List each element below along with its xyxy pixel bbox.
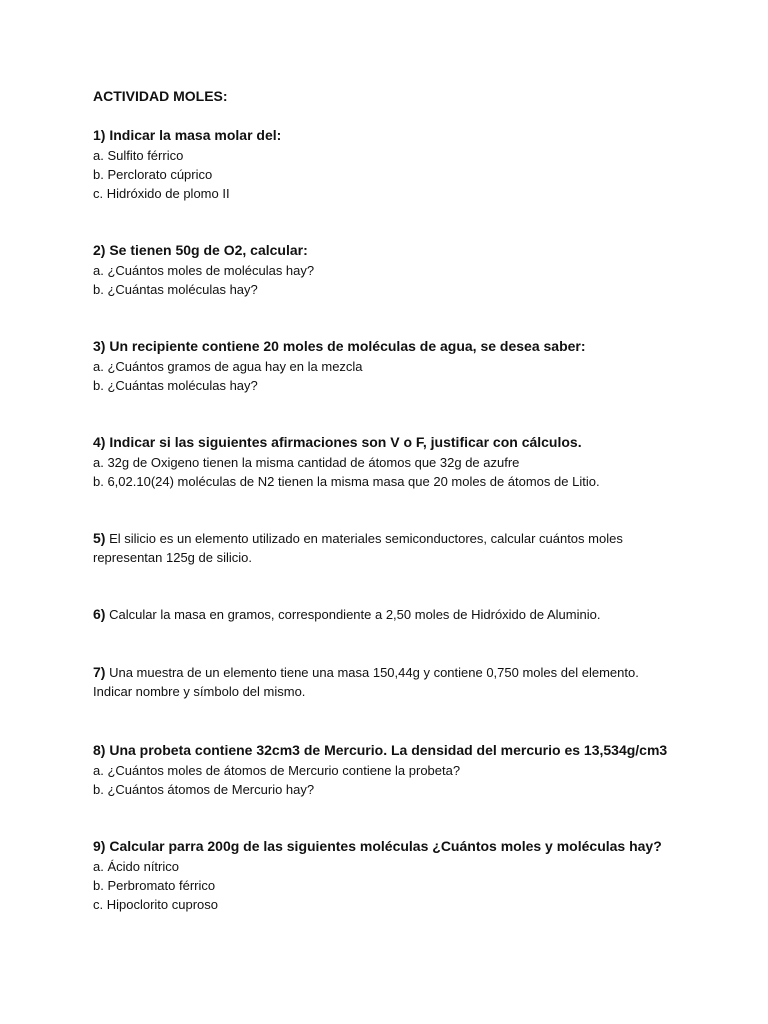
question-9	[93, 837, 693, 914]
list-item: a. ¿Cuántos moles de moléculas hay?	[93, 263, 315, 278]
list-item: b. ¿Cuántas moléculas hay?	[93, 378, 258, 393]
document-title: ACTIVIDAD MOLES:	[93, 88, 228, 104]
question-heading: 4) Indicar si las siguientes afirmaciones son V o F, justificar con cálculos.	[93, 434, 582, 450]
question-8	[93, 741, 693, 799]
question-6	[93, 605, 693, 624]
question-number: 6)	[93, 606, 106, 622]
question-1	[93, 126, 693, 203]
list-item: a. Sulfito férrico	[93, 148, 184, 163]
question-2	[93, 241, 693, 299]
list-item: b. Perclorato cúprico	[93, 167, 213, 182]
question-number: 7)	[93, 664, 106, 680]
list-item: c. Hidróxido de plomo II	[93, 186, 230, 201]
question-heading: 9) Calcular parra 200g de las siguientes moléculas ¿Cuántos moles y moléculas hay?	[93, 838, 662, 854]
question-5	[93, 529, 683, 567]
list-item: b. ¿Cuántas moléculas hay?	[93, 282, 258, 297]
question-text: Una muestra de un elemento tiene una masa 150,44g y contiene 0,750 moles del elemento. Indicar nombre y símbolo del mismo.	[93, 665, 639, 699]
list-item: a. ¿Cuántos gramos de agua hay en la mezcla	[93, 359, 363, 374]
list-item: a. ¿Cuántos moles de átomos de Mercurio contiene la probeta?	[93, 763, 461, 778]
question-4	[93, 433, 693, 491]
list-item: b. 6,02.10(24) moléculas de N2 tienen la misma masa que 20 moles de átomos de Litio.	[93, 474, 600, 489]
question-number: 5)	[93, 530, 106, 546]
question-heading: 3) Un recipiente contiene 20 moles de moléculas de agua, se desea saber:	[93, 338, 586, 354]
question-text: El silicio es un elemento utilizado en materiales semiconductores, calcular cuántos moles representan 125g de silicio.	[93, 531, 623, 565]
list-item: c. Hipoclorito cuproso	[93, 897, 218, 912]
question-7	[93, 663, 653, 701]
list-item: b. ¿Cuántos átomos de Mercurio hay?	[93, 782, 315, 797]
question-heading: 1) Indicar la masa molar del:	[93, 127, 282, 143]
question-text: Calcular la masa en gramos, correspondiente a 2,50 moles de Hidróxido de Aluminio.	[109, 607, 601, 622]
question-3	[93, 337, 693, 395]
list-item: a. Ácido nítrico	[93, 859, 179, 874]
list-item: b. Perbromato férrico	[93, 878, 216, 893]
question-heading: 8) Una probeta contiene 32cm3 de Mercurio. La densidad del mercurio es 13,534g/cm3	[93, 742, 668, 758]
list-item: a. 32g de Oxigeno tienen la misma cantidad de átomos que 32g de azufre	[93, 455, 520, 470]
question-heading: 2) Se tienen 50g de O2, calcular:	[93, 242, 308, 258]
